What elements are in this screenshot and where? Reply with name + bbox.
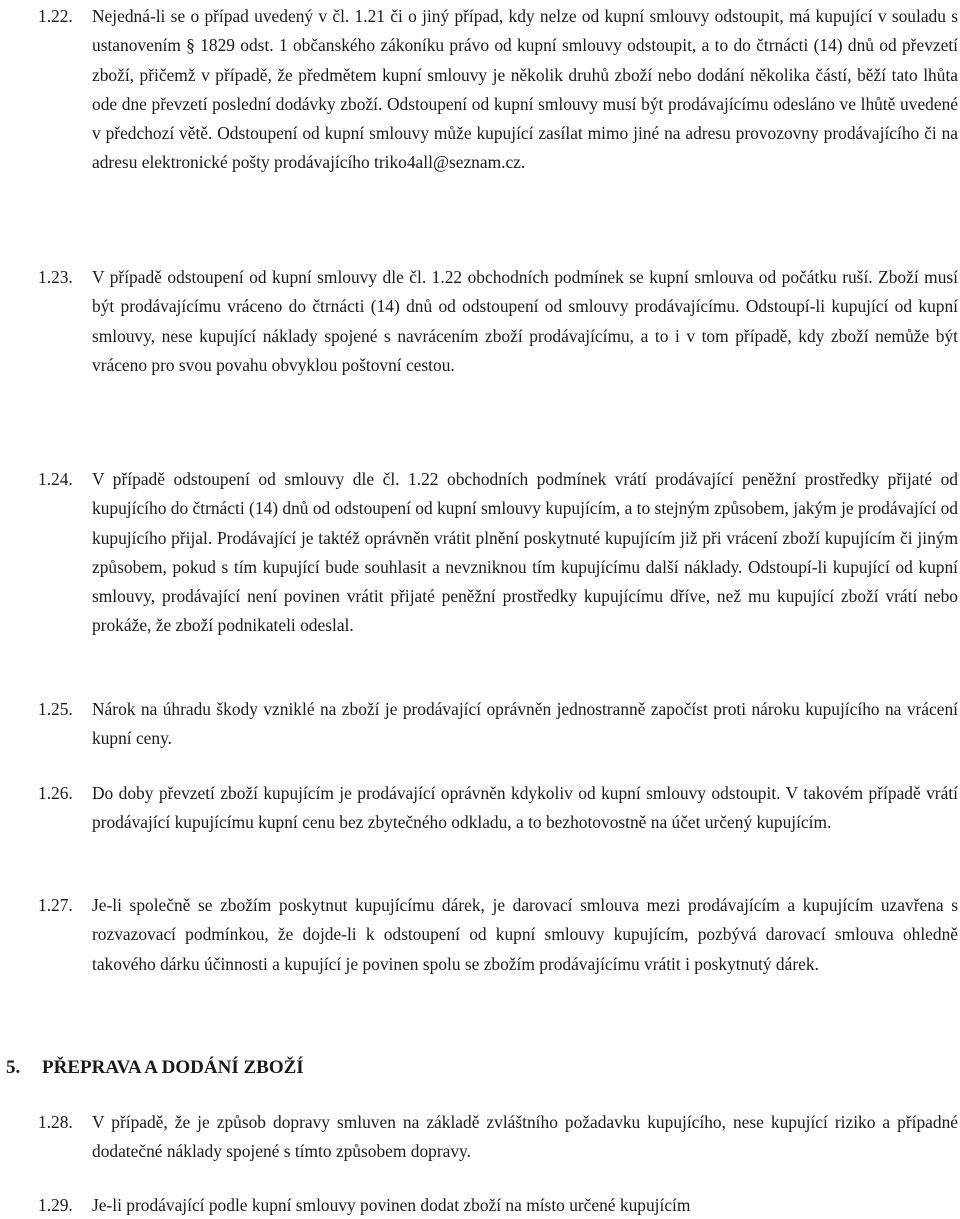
- clause-number: 1.22.: [38, 6, 73, 26]
- section-heading: [6, 1053, 304, 1083]
- section-number: 5.: [6, 1057, 21, 1078]
- clause-number: 1.29.: [38, 1195, 73, 1215]
- clause-text: Je-li společně se zbožím poskytnut kupujícímu dárek, je darovací smlouva mezi prodávajícím a kupujícím uzavřena s rozvazovací podmínkou, že dojde-li k odstoupení od kupní smlouvy kupujícím, pozbývá darovací smlouva ohledně takového dárku účinnosti a kupující je povinen spolu se zbožím prodávajícímu vrátit i poskytnutý dárek.: [92, 895, 958, 974]
- clause-text: Je-li prodávající podle kupní smlouvy povinen dodat zboží na místo určené kupujícím: [92, 1195, 691, 1215]
- clause-text: V případě odstoupení od kupní smlouvy dle čl. 1.22 obchodních podmínek se kupní smlouva od počátku ruší. Zboží musí být prodávajícímu vráceno do čtrnácti (14) dnů od odstoupení od smlouvy prodávajícímu. Odstoupí-li kupující od kupní smlouvy, nese kupující náklady spojené s navrácením zboží prodávajícímu, a to i v tom případě, kdy zboží nemůže být vráceno pro svou povahu obvyklou poštovní cestou.: [92, 267, 958, 375]
- clause-text: V případě odstoupení od smlouvy dle čl. 1.22 obchodních podmínek vrátí prodávající peněžní prostředky přijaté od kupujícího do čtrnácti (14) dnů od odstoupení od kupní smlouvy kupujícím, a to stejným způsobem, jakým je prodávající od kupujícího přijal. Prodávající je taktéž oprávněn vrátit plnění poskytnuté kupujícím již při vrácení zboží kupujícím či jiným způsobem, pokud s tím kupující bude souhlasit a nevzniknou tím kupujícímu další náklady. Odstoupí-li kupující od kupní smlouvy, prodávající není povinen vrátit přijaté peněžní prostředky kupujícímu dříve, než mu kupující zboží vrátí nebo prokáže, že zboží podnikateli odeslal.: [92, 469, 958, 636]
- clause-text: Do doby převzetí zboží kupujícím je prodávající oprávněn kdykoliv od kupní smlouvy odstoupit. V takovém případě vrátí prodávající kupujícímu kupní cenu bez zbytečného odkladu, a to bezhotovostně na účet určený kupujícím.: [92, 783, 958, 833]
- clause-1-29: [38, 1191, 958, 1219]
- clause-1-28: [38, 1108, 958, 1167]
- clause-number: 1.27.: [38, 895, 73, 915]
- clause-1-26: [38, 779, 958, 838]
- clause-1-23: [38, 263, 958, 380]
- clause-number: 1.23.: [38, 267, 73, 287]
- clause-text: Nejedná-li se o případ uvedený v čl. 1.21 či o jiný případ, kdy nelze od kupní smlouvy odstoupit, má kupující v souladu s ustanovením § 1829 odst. 1 občanského zákoníku právo od kupní smlouvy odstoupit, a to do čtrnácti (14) dnů od převzetí zboží, přičemž v případě, že předmětem kupní smlouvy je několik druhů zboží nebo dodání několika částí, běží tato lhůta ode dne převzetí poslední dodávky zboží. Odstoupení od kupní smlouvy musí být prodávajícímu odesláno ve lhůtě uvedené v předchozí větě. Odstoupení od kupní smlouvy může kupující zasílat mimo jiné na adresu provozovny prodávajícího či na adresu elektronické pošty prodávajícího triko4all@seznam.cz.: [92, 6, 958, 173]
- clause-number: 1.26.: [38, 783, 73, 803]
- clause-number: 1.25.: [38, 699, 73, 719]
- clause-1-25: [38, 695, 958, 754]
- clause-1-27: [38, 891, 958, 979]
- clause-text: V případě, že je způsob dopravy smluven na základě zvláštního požadavku kupujícího, nese kupující riziko a případné dodatečné náklady spojené s tímto způsobem dopravy.: [92, 1112, 958, 1162]
- clause-1-24: [38, 465, 958, 641]
- clause-number: 1.28.: [38, 1112, 73, 1132]
- clause-number: 1.24.: [38, 469, 73, 489]
- section-title: PŘEPRAVA A DODÁNÍ ZBOŽÍ: [42, 1057, 304, 1078]
- clause-1-22: [38, 2, 958, 178]
- clause-text: Nárok na úhradu škody vzniklé na zboží je prodávající oprávněn jednostranně započíst proti nároku kupujícího na vrácení kupní ceny.: [92, 699, 958, 749]
